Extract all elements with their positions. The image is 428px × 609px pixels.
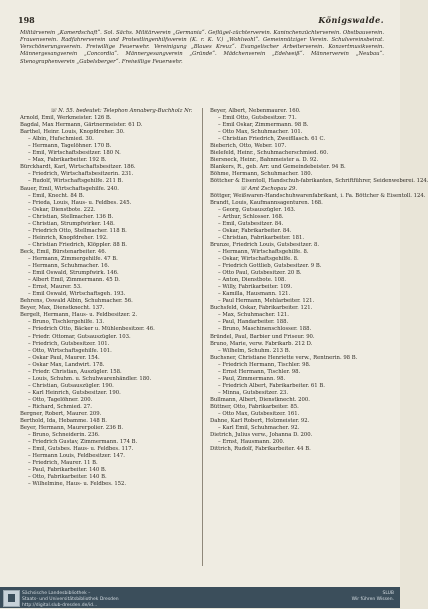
directory-entry: – Anton, Dienstbote. 108. (218, 277, 287, 284)
directory-entry: – Otto, Tagelöhner. 200. (28, 396, 93, 403)
directory-entry: – Oskar, Dienstbote. 222. (28, 206, 96, 213)
directory-entry: – Emil Otto, Gutsbesitzer. 71. (218, 115, 297, 122)
directory-entry: Brunze, Friedrich Louis, Gutsbesitzer. 8. (210, 241, 320, 248)
directory-entry: – Emil Oswald, Strumpfwirk. 146. (28, 270, 119, 277)
directory-entry: – Friedr. Ottomar, Gutsauszügler. 103. (28, 333, 131, 340)
directory-entry: – Christian, Fabrikarbeiter. 181. (218, 234, 305, 241)
directory-entry: – Friedrich, Gutsbesitzer. 101. (28, 340, 110, 347)
page-title: Königswalde. (318, 15, 384, 25)
directory-entry: – Christian, Stellmacher. 136 B. (28, 213, 114, 220)
directory-entry: – Emil, Gutsbesitzer. 84. (218, 220, 284, 227)
directory-entry: Bielefeld, Heinr., Schuhmacherschmied. 60. (210, 150, 329, 157)
directory-entry: Buchsfeld, Oskar, Fabrikarbeiter. 121. (210, 305, 313, 312)
directory-entry: – Oskar, Wirtschaftsgehilfe. 8. (218, 255, 299, 262)
directory-entry: Beck, Emil, Bürstenarbeiter. 46. (20, 248, 107, 255)
directory-entry: Blankers, R., geb. Arr. und Gemeindebeister. 94 B. (210, 164, 346, 171)
directory-entry: – Frieda, Louis, Haus- u. Feldbes. 245. (28, 199, 132, 206)
directory-entry: Bagdal, Max Hermann, Gärtnermeister. 61 D. (20, 122, 143, 129)
left-column (20, 108, 192, 489)
directory-entry: – Karl Heinrich, Gutsbesitzer. 190. (28, 389, 121, 396)
intro-paragraph: Militärverein „Kamerdschaft“. Sol. Sächs. Militärverein „Germania“. Geflügel-züchterverein. Kaninchenzüchterverein. Obstbauverein. Frauenverein. Radfahrerverein und Protestlingenhilfsverein (K. r. K. V.) „Wohlwohl“. Gemeinnütziger Verein. Schulvereinsbeirat. Verschönerungsverein. Freiwillige Feuerwehr. Vereinigung „Blaues Kreuz“. Evangelischer Arbeiterverein. Konzertmusikverein. Männergesangverein „Concordia“. Männergesangverein „Gründe“. Mädchenverein „Edelweiß“. Männerverein „Neubau“. Stenographenverein „Gabelsberger“. Freiwillige Feuerwehr. (20, 30, 384, 65)
directory-entry: Bürckhardt, Karl, Wirtschaftsbesitzer. 186. (20, 164, 136, 171)
directory-entry: Bergelt, Hermann, Haus- u. Feldbesitzer. 2. (20, 312, 138, 319)
directory-entry: – Rudolf, Wirtschaftsgehilfe. 211 B. (28, 178, 124, 185)
directory-entry: – Hermann, Zimmergehilfe. 47 B. (28, 255, 118, 262)
directory-entry: – Emil, Wirtschaftsbesitzer. 180 N. (28, 150, 121, 157)
directory-entry: – Hermann Louis, Feldbesitzer. 147. (28, 453, 125, 460)
directory-entry: Bruno, Marie, verw. Fabrikarb. 212 D. (210, 340, 313, 347)
directory-entry: – Friedrich Otto, Stellmacher. 118 B. (28, 227, 127, 234)
directory-entry: – Friedrich, Maurer. 11 B. (28, 460, 98, 467)
directory-entry: – Paul, Zimmermann. 98. (218, 375, 286, 382)
directory-entry: – Ernst, Maurer. 53. (28, 284, 82, 291)
directory-entry: Berthold, Ida, Hebamme. 148 B. (20, 418, 107, 425)
page-header (18, 14, 384, 26)
directory-entry: – Emil Oskar, Zimmermann. 98 B. (218, 122, 309, 129)
footer-line-2: Staats- und Universitätsbibliothek Dresden (22, 597, 119, 602)
footer-line-3[interactable]: http://digital.slub-dresden.de/id... (22, 603, 98, 608)
directory-entry: Biersneck, Heinr., Bahnmeister a. D. 92. (210, 157, 319, 164)
column-divider (202, 108, 203, 566)
directory-entry: – Friedrich Gottlieb, Gutsbesitzer. 9 B. (218, 263, 322, 270)
directory-entry: – Otto, Fabrikarbeiter. 140 B. (28, 474, 107, 481)
directory-entry: – Friedrich Hermann, Tischler. 98. (218, 361, 311, 368)
directory-entry: – Bruno, Schneiderin. 236. (28, 432, 100, 439)
library-logo-icon (3, 590, 20, 607)
directory-entry: Bieberich, Otto, Weber. 107. (210, 143, 287, 150)
page-number: 198 (18, 15, 35, 25)
directory-entry: – Friedrich Albert, Fabrikarbeiter. 61 B. (218, 382, 325, 389)
directory-entry: – Wilhelm, Schuhm. 213 B. (218, 347, 291, 354)
directory-entry: – Christian, Strumpfwirker. 148. (28, 220, 115, 227)
directory-entry: – Ernst Hermann, Tischler. 98. (218, 368, 301, 375)
directory-entry: – Willy, Fabrikarbeiter. 109. (218, 284, 293, 291)
directory-entry: – Hermann, Tagelöhner. 170 B. (28, 143, 112, 150)
directory-entry: – Heinrich, Knopfdreher. 192. (28, 234, 108, 241)
directory-entry: – Otto Max, Gutsbesitzer. 161. (218, 411, 300, 418)
directory-entry: Bergner, Robert, Maurer. 209. (20, 411, 102, 418)
footer-line-1: Sächsische Landesbibliothek – (22, 591, 91, 596)
directory-entry: – Christian, Gutsauszügler. 190. (28, 382, 114, 389)
directory-entry: – Bruno, Tischlergehilfe. 13. (28, 319, 105, 326)
footer-brand-name: SLUB (382, 591, 394, 596)
directory-entry: Böhme, Hermann, Schuhmacher. 180. (210, 171, 313, 178)
directory-entry: Bullmann, Albert, Dienstknecht. 200. (210, 396, 310, 403)
directory-entry: – Friedrich Otto, Bäcker u. Mühlenbesitzer. 46. (28, 326, 155, 333)
footer-brand-slogan: Wir führen Wissen. (351, 597, 394, 602)
footer-bar (0, 587, 400, 608)
directory-entry: Beyer, Hermann, Maurerpolier. 236 B. (20, 425, 124, 432)
directory-entry: Böttger, Weißwaren-Handschuhwarenfabrikant, i. Fa. Böttcher & Eisentoll. 124. (210, 192, 426, 199)
footer-brand (352, 591, 394, 603)
directory-entry: – Emil Oswald, Wirtschaftsgeh. 193. (28, 291, 126, 298)
directory-entry: – Louis, Schuhm. u. Schuhwarenhändler. 180. (28, 375, 152, 382)
directory-entry: Büttner, Otto, Fabrikarbeiter. 85. (210, 403, 299, 410)
directory-entry: – Albin, Hufschmied. 30. (28, 136, 94, 143)
directory-entry: – Friedrich, Wirtschaftsbesitzerin. 231. (28, 171, 134, 178)
directory-entry: Beyer, Max, Dienstknecht. 137. (20, 305, 105, 312)
directory-entry: Behrens, Oswald Albin, Schuhmacher. 56. (20, 298, 133, 305)
directory-entry: – Bruno, Maschinenschlosser. 188. (218, 326, 312, 333)
directory-entry: Dietrich, Julius verw., Johanna D. 200. (210, 432, 313, 439)
directory-entry: – Emil, Knecht. 84 B. (28, 192, 85, 199)
directory-entry: – Hermann, Wirtschaftsgehilfe. 8. (218, 248, 309, 255)
directory-entry: – Paul, Fabrikarbeiter. 140 B. (28, 467, 107, 474)
directory-entry: – Georg, Gutsauszügler. 163. (218, 206, 296, 213)
directory-entry: – Friedrich Gustav, Zimmermann. 174 B. (28, 439, 138, 446)
directory-entry: – Otto Max, Schuhmacher. 101. (218, 129, 303, 136)
directory-note: ☏ N. 55. bedeutet: Telephon Annaberg-Buchholz Nr. (50, 108, 193, 114)
directory-entry: – Emil, Gutsbes. Haus- u. Feldbes. 117. (28, 446, 134, 453)
directory-entry: – Richard, Schmied. 27. (28, 403, 92, 410)
directory-entry: – Karl Emil, Schuhmacher. 92. (218, 425, 300, 432)
directory-entry: Bauer, Emil, Wirtschaftsgehilfe. 240. (20, 185, 119, 192)
directory-entry: – Otto, Wirtschaftsgehilfe. 101. (28, 347, 112, 354)
directory-entry: – Arthur, Schlosser. 168. (218, 213, 284, 220)
directory-note: ☏ Amt Zschopau 29. (240, 185, 298, 192)
directory-entry: – Hermann, Schuhmacher. 16. (28, 263, 110, 270)
directory-entry: – Max, Schuhmacher. 121. (218, 312, 289, 319)
directory-entry: – Oskar Max, Landwirt. 178. (28, 361, 105, 368)
directory-entry: Dittrich, Rudolf, Fabrikarbeiter. 44 B. (210, 446, 311, 453)
directory-entry: – Wilhelmine, Haus- u. Feldbes. 152. (28, 481, 127, 488)
directory-entry: – Paul, Handarbeiter. 188. (218, 319, 289, 326)
directory-entry: – Max, Fabrikarbeiter. 192 B. (28, 157, 107, 164)
footer-text (22, 591, 119, 609)
directory-entry: Dahne, Karl Robert, Holzmeister. 92. (210, 418, 310, 425)
directory-entry: Barthel, Heinr. Louis, Knopfdreher. 30. (20, 129, 125, 136)
directory-entry: Brandt, Louis, Kaufmannsagenturen. 168. (210, 199, 323, 206)
directory-entry: – Minna, Gutsbesitzer. 23. (218, 389, 289, 396)
directory-entry: Beyer, Albert, Nebenmaurer. 160. (210, 108, 301, 114)
directory-entry: – Ernst, Hausmann. 200. (218, 439, 285, 446)
directory-entry: Buchsner, Christiane Henriette verw., Rentnerin. 98 B. (210, 354, 358, 361)
directory-entry: – Otto Paul, Gutsbesitzer. 20 B. (218, 270, 302, 277)
directory-entry: Böttcher & Eisentoll, Handschuh-fabrikanten, Schriftführer, Seidenweberei. 124. (210, 178, 428, 185)
directory-entry: Bründel, Paul, Barbier und Friseur. 90. (210, 333, 315, 340)
right-column (210, 108, 428, 453)
directory-entry: – Kamilla, Hausmann. 121. (218, 291, 291, 298)
directory-entry: – Paul Hermann, Mehlarbeiter. 121. (218, 298, 315, 305)
directory-entry: – Oskar Paul, Maurer. 154. (28, 354, 100, 361)
directory-entry: – Christian Friedrich, Zweifllasch. 61 C. (218, 136, 326, 143)
directory-entry: – Friedr. Christian, Auszügler. 158. (28, 368, 122, 375)
directory-entry: – Oskar, Fabrikarbeiter. 84. (218, 227, 292, 234)
directory-entry: Arnold, Emil, Werkmeister. 126 B. (20, 115, 112, 122)
directory-entry: – Albert Emil, Zimmermann. 45 D. (28, 277, 120, 284)
directory-entry: – Christian Friedrich, Klöppler. 88 B. (28, 241, 127, 248)
